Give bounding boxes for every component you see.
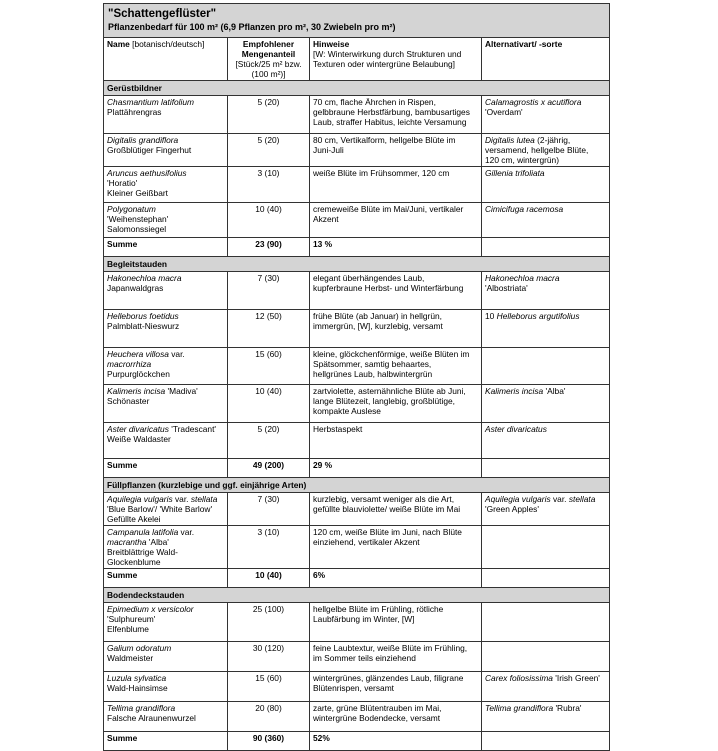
section-title: Gerüstbildner	[104, 81, 610, 96]
alternative-line	[485, 204, 606, 214]
alternative-cell	[482, 642, 610, 672]
botanical-name: Epimedium x versicolor	[107, 604, 194, 614]
sum-row	[104, 732, 610, 751]
alternative-text: versamend, hellgelbe Blüte,	[485, 145, 589, 155]
plant-name-cell	[104, 702, 228, 732]
title-cell	[104, 4, 610, 38]
plant-row	[104, 167, 610, 203]
common-name: Weiße Waldaster	[107, 434, 171, 444]
plant-name-line	[107, 514, 224, 524]
sum-empty	[482, 569, 610, 588]
alternative-line	[485, 386, 606, 396]
header-amount	[228, 38, 310, 81]
botanical-name: Aquilegia vulgaris	[107, 494, 173, 504]
common-name: Gefüllte Akelei	[107, 514, 161, 524]
amount-cell: 7 (30)	[228, 493, 310, 526]
common-name: Salomonssiegel	[107, 224, 167, 234]
sum-empty	[482, 732, 610, 751]
amount-cell: 3 (10)	[228, 526, 310, 569]
alternative-cell	[482, 702, 610, 732]
notes-cell	[310, 603, 482, 642]
amount-cell: 7 (30)	[228, 272, 310, 310]
plant-name-cell	[104, 96, 228, 134]
header-name-title: Name	[107, 39, 130, 49]
plant-name-line	[107, 386, 224, 396]
plant-name-cell	[104, 672, 228, 702]
plant-name-line	[107, 204, 224, 214]
alternative-text: 'Irish Green'	[552, 673, 600, 683]
plant-row	[104, 642, 610, 672]
plant-name-line	[107, 683, 224, 693]
section-header-row	[104, 478, 610, 493]
plant-name-line	[107, 557, 224, 567]
plant-row	[104, 96, 610, 134]
alternative-cell	[482, 385, 610, 423]
alternative-cell	[482, 603, 610, 642]
plant-name-cell	[104, 203, 228, 238]
alternative-botanical: Carex foliosissima	[485, 673, 553, 683]
alternative-line	[485, 107, 606, 117]
plant-name-line	[107, 673, 224, 683]
plant-row	[104, 603, 610, 642]
botanical-name: Helleborus foetidus	[107, 311, 179, 321]
notes-cell	[310, 642, 482, 672]
plant-name-line	[107, 504, 224, 514]
plant-list-document	[103, 3, 609, 751]
plant-row	[104, 272, 610, 310]
notes-line: hellgrünes Laub, halbwintergrün	[313, 369, 433, 379]
notes-line: kurzlebig, versamt weniger als die Art,	[313, 494, 455, 504]
notes-cell	[310, 310, 482, 348]
plant-name-line	[107, 349, 224, 359]
alternative-line	[485, 424, 606, 434]
plant-row	[104, 203, 610, 238]
notes-cell	[310, 348, 482, 385]
alternative-botanical: Kalimeris incisa	[485, 386, 544, 396]
sum-amount: 23 (90)	[228, 238, 310, 257]
notes-line: wintergrünes, glänzendes Laub, filigrane	[313, 673, 464, 683]
alternative-botanical: Calamagrostis x acutiflora	[485, 97, 582, 107]
plant-name-line	[107, 614, 224, 624]
alternative-cell	[482, 348, 610, 385]
section-header-row	[104, 588, 610, 603]
notes-line: Akzent	[313, 214, 339, 224]
alternative-line	[485, 273, 606, 283]
notes-line: 70 cm, flache Ährchen in Rispen,	[313, 97, 436, 107]
header-amount-line2: Mengenanteil	[241, 49, 296, 59]
common-name: Palmblatt-Nieswurz	[107, 321, 180, 331]
section-header-row	[104, 81, 610, 96]
plant-name-line	[107, 359, 224, 369]
alternative-line	[485, 283, 606, 293]
botanical-name: stellata	[190, 494, 218, 504]
botanical-name: Aster divaricatus	[107, 424, 169, 434]
alternative-text: 'Green Apples'	[485, 504, 539, 514]
sum-row	[104, 569, 610, 588]
alternative-botanical: Cimicifuga racemosa	[485, 204, 564, 214]
alternative-line	[485, 155, 606, 165]
section-title: Bodendeckstauden	[104, 588, 610, 603]
notes-line: 80 cm, Vertikalform, hellgelbe Blüte im	[313, 135, 456, 145]
sum-label: Summe	[104, 238, 228, 257]
common-name: Falsche Alraunenwurzel	[107, 713, 196, 723]
plant-name-line	[107, 214, 224, 224]
alternative-cell	[482, 310, 610, 348]
plant-name-line	[107, 434, 224, 444]
notes-line: gelbbraune Herbstfärbung, bambusartiges	[313, 107, 470, 117]
alternative-line	[485, 494, 606, 504]
amount-cell: 3 (10)	[228, 167, 310, 203]
notes-cell	[310, 672, 482, 702]
sum-amount: 90 (360)	[228, 732, 310, 751]
common-name: Kleiner Geißbart	[107, 188, 168, 198]
notes-line: im Sommer teils einziehend	[313, 653, 416, 663]
header-alternative-title: Alternativart/ -sorte	[485, 39, 563, 49]
amount-cell: 5 (20)	[228, 423, 310, 459]
plant-name-cell	[104, 493, 228, 526]
header-notes-line1: Hinweise	[313, 39, 350, 49]
common-name: Plattährengras	[107, 107, 162, 117]
notes-cell	[310, 272, 482, 310]
sum-amount: 49 (200)	[228, 459, 310, 478]
common-name: 'Blue Barlow'/ 'White Barlow'	[107, 504, 213, 514]
alternative-botanical: Aquilegia vulgaris	[485, 494, 551, 504]
common-name: Großblütiger Fingerhut	[107, 145, 192, 155]
header-name-sub: [botanisch/deutsch]	[129, 39, 205, 49]
plant-name-line	[107, 188, 224, 198]
notes-line: elegant überhängendes Laub,	[313, 273, 425, 283]
document-subtitle: Pflanzenbedarf für 100 m² (6,9 Pflanzen pro m², 30 Zwiebeln pro m²)	[108, 22, 396, 32]
header-notes-line2: [W: Winterwirkung durch Strukturen und	[313, 49, 462, 59]
alternative-cell	[482, 526, 610, 569]
common-name: Japanwaldgras	[107, 283, 164, 293]
plant-name-cell	[104, 642, 228, 672]
common-name: 'Sulphureum'	[107, 614, 156, 624]
section-title: Begleitstauden	[104, 257, 610, 272]
sum-percent: 13 %	[310, 238, 482, 257]
sum-label: Summe	[104, 732, 228, 751]
notes-line: einziehend, vertikaler Akzent	[313, 537, 420, 547]
document-title: "Schattengeflüster"	[108, 8, 217, 20]
header-notes	[310, 38, 482, 81]
alternative-text: 'Overdam'	[485, 107, 523, 117]
plant-name-cell	[104, 167, 228, 203]
plant-name-line	[107, 424, 224, 434]
plant-table-body	[104, 81, 610, 751]
common-name: Glockenblume	[107, 557, 161, 567]
common-name: Schönaster	[107, 396, 150, 406]
plant-name-line	[107, 178, 224, 188]
amount-cell: 30 (120)	[228, 642, 310, 672]
plant-name-line	[107, 537, 224, 547]
header-name	[104, 38, 228, 81]
amount-cell: 20 (80)	[228, 702, 310, 732]
alternative-cell	[482, 493, 610, 526]
plant-name-line	[107, 145, 224, 155]
notes-line: Laubfärbung im Winter, [W]	[313, 614, 415, 624]
plant-name-line	[107, 224, 224, 234]
plant-row	[104, 385, 610, 423]
plant-name-line	[107, 97, 224, 107]
botanical-name: Hakonechloa macra	[107, 273, 182, 283]
plant-name-line	[107, 396, 224, 406]
name-suffix: 'Alba'	[146, 537, 169, 547]
plant-row	[104, 134, 610, 167]
plant-row	[104, 310, 610, 348]
alternative-cell	[482, 134, 610, 167]
sum-label: Summe	[104, 459, 228, 478]
alternative-line	[485, 673, 606, 683]
alternative-cell	[482, 203, 610, 238]
plant-row	[104, 672, 610, 702]
header-notes-line3: Texturen oder wintergrüne Belaubung]	[313, 59, 456, 69]
plant-name-line	[107, 653, 224, 663]
botanical-name: macrantha	[107, 537, 147, 547]
header-alternative	[482, 38, 610, 81]
common-name: Wald-Hainsimse	[107, 683, 168, 693]
alternative-cell	[482, 672, 610, 702]
notes-line: immergrün, [W], kurzlebig, versamt	[313, 321, 443, 331]
plant-row	[104, 348, 610, 385]
name-suffix: var.	[168, 349, 185, 359]
name-suffix: 'Tradescant'	[168, 424, 217, 434]
alternative-cell	[482, 167, 610, 203]
alternative-text: (2-jährig,	[534, 135, 571, 145]
alternative-line	[485, 703, 606, 713]
alternative-text: 'Rubra'	[553, 703, 582, 713]
notes-cell	[310, 526, 482, 569]
notes-line: gefüllte blauviolette/ weiße Blüte im Mai	[313, 504, 461, 514]
plant-name-line	[107, 168, 224, 178]
title-row	[104, 4, 610, 38]
common-name: 'Horatio'	[107, 178, 138, 188]
plant-row	[104, 493, 610, 526]
notes-cell	[310, 167, 482, 203]
plant-name-line	[107, 107, 224, 117]
alternative-text: 'Alba'	[543, 386, 566, 396]
notes-line: hellgelbe Blüte im Frühling, rötliche	[313, 604, 444, 614]
section-title: Füllpflanzen (kurzlebige und ggf. einjährige Arten)	[104, 478, 610, 493]
header-amount-line3: [Stück/25 m² bzw.	[235, 59, 302, 69]
alternative-botanical: Aster divaricatus	[485, 424, 547, 434]
header-amount-line4: (100 m²)]	[251, 69, 286, 79]
plant-name-line	[107, 713, 224, 723]
plant-name-line	[107, 135, 224, 145]
notes-line: kupferbraune Herbst- und Winterfärbung	[313, 283, 464, 293]
botanical-name: Kalimeris incisa	[107, 386, 166, 396]
notes-line: lange Blütezeit, langlebig, großblütige,	[313, 396, 456, 406]
plant-row	[104, 423, 610, 459]
plant-name-line	[107, 624, 224, 634]
common-name: Elfenblume	[107, 624, 149, 634]
notes-cell	[310, 702, 482, 732]
sum-percent: 29 %	[310, 459, 482, 478]
alternative-cell	[482, 423, 610, 459]
alternative-botanical: Hakonechloa macra	[485, 273, 560, 283]
common-name: Waldmeister	[107, 653, 154, 663]
alternative-text: 10	[485, 311, 497, 321]
botanical-name: Heuchera villosa	[107, 349, 169, 359]
notes-line: weiße Blüte im Frühsommer, 120 cm	[313, 168, 450, 178]
sum-row	[104, 238, 610, 257]
notes-line: 120 cm, weiße Blüte im Juni, nach Blüte	[313, 527, 462, 537]
plant-name-line	[107, 527, 224, 537]
notes-cell	[310, 423, 482, 459]
notes-line: Laub, straffer Habitus, leichte Versamung	[313, 117, 467, 127]
alternative-text: 'Albostriata'	[485, 283, 528, 293]
notes-line: zartviolette, asternähnliche Blüte ab Juni,	[313, 386, 466, 396]
amount-cell: 5 (20)	[228, 134, 310, 167]
alternative-botanical: Tellima grandiflora	[485, 703, 554, 713]
plant-name-line	[107, 311, 224, 321]
notes-cell	[310, 493, 482, 526]
notes-line: Juni-Juli	[313, 145, 344, 155]
amount-cell: 15 (60)	[228, 672, 310, 702]
alternative-line	[485, 97, 606, 107]
amount-cell: 5 (20)	[228, 96, 310, 134]
botanical-name: Luzula sylvatica	[107, 673, 167, 683]
plant-name-line	[107, 321, 224, 331]
alternative-botanical: Gillenia trifoliata	[485, 168, 545, 178]
plant-name-line	[107, 273, 224, 283]
notes-cell	[310, 96, 482, 134]
notes-line: zarte, grüne Blütentrauben im Mai,	[313, 703, 442, 713]
plant-table	[103, 3, 610, 751]
botanical-name: Tellima grandiflora	[107, 703, 176, 713]
notes-line: Spätsommer, samtig behaartes,	[313, 359, 432, 369]
plant-name-cell	[104, 423, 228, 459]
botanical-name: Chasmantium latifolium	[107, 97, 195, 107]
name-suffix: var.	[178, 527, 195, 537]
plant-name-cell	[104, 385, 228, 423]
sum-row	[104, 459, 610, 478]
botanical-name: Galium odoratum	[107, 643, 172, 653]
plant-name-cell	[104, 310, 228, 348]
notes-line: cremeweiße Blüte im Mai/Juni, vertikaler	[313, 204, 464, 214]
name-suffix: 'Madiva'	[165, 386, 198, 396]
notes-line: Herbstaspekt	[313, 424, 363, 434]
plant-name-line	[107, 369, 224, 379]
notes-line: kleine, glöckchenförmige, weiße Blüten im	[313, 349, 470, 359]
notes-cell	[310, 385, 482, 423]
notes-line: Blütenrispen, versamt	[313, 683, 394, 693]
amount-cell: 25 (100)	[228, 603, 310, 642]
amount-cell: 12 (50)	[228, 310, 310, 348]
alternative-line	[485, 311, 606, 321]
amount-cell: 15 (60)	[228, 348, 310, 385]
botanical-name: Polygonatum	[107, 204, 156, 214]
plant-name-line	[107, 494, 224, 504]
amount-cell: 10 (40)	[228, 203, 310, 238]
notes-line: kompakte Auslese	[313, 406, 381, 416]
sum-amount: 10 (40)	[228, 569, 310, 588]
alternative-cell	[482, 272, 610, 310]
sum-empty	[482, 459, 610, 478]
notes-cell	[310, 134, 482, 167]
amount-cell: 10 (40)	[228, 385, 310, 423]
alternative-line	[485, 135, 606, 145]
notes-cell	[310, 203, 482, 238]
header-amount-line1: Empfohlener	[242, 39, 295, 49]
alternative-botanical: Helleborus argutifolius	[496, 311, 580, 321]
botanical-name: macrorrhiza	[107, 359, 152, 369]
alternative-botanical: Digitalis lutea	[485, 135, 535, 145]
sum-label: Summe	[104, 569, 228, 588]
alternative-botanical: stellata	[568, 494, 596, 504]
common-name: Breitblättrige Wald-	[107, 547, 178, 557]
plant-name-cell	[104, 134, 228, 167]
alternative-line	[485, 168, 606, 178]
botanical-name: Aruncus aethusifolius	[107, 168, 187, 178]
notes-line: frühe Blüte (ab Januar) in hellgrün,	[313, 311, 442, 321]
plant-name-line	[107, 547, 224, 557]
botanical-name: Campanula latifolia	[107, 527, 179, 537]
common-name: Purpurglöckchen	[107, 369, 170, 379]
plant-name-line	[107, 283, 224, 293]
plant-row	[104, 702, 610, 732]
alternative-cell	[482, 96, 610, 134]
plant-name-line	[107, 703, 224, 713]
notes-line: wintergrüne Bodendecke, versamt	[313, 713, 441, 723]
alternative-line	[485, 145, 606, 155]
sum-empty	[482, 238, 610, 257]
section-header-row	[104, 257, 610, 272]
plant-name-line	[107, 643, 224, 653]
notes-line: feine Laubtextur, weiße Blüte im Frühling,	[313, 643, 468, 653]
sum-percent: 6%	[310, 569, 482, 588]
plant-name-line	[107, 604, 224, 614]
plant-row	[104, 526, 610, 569]
alternative-text: var.	[550, 494, 569, 504]
plant-name-cell	[104, 272, 228, 310]
botanical-name: Digitalis grandiflora	[107, 135, 179, 145]
header-row	[104, 38, 610, 81]
plant-name-cell	[104, 348, 228, 385]
name-suffix: var.	[172, 494, 191, 504]
plant-name-cell	[104, 603, 228, 642]
plant-name-cell	[104, 526, 228, 569]
common-name: 'Weihenstephan'	[107, 214, 169, 224]
alternative-text: 120 cm, wintergrün)	[485, 155, 560, 165]
alternative-line	[485, 504, 606, 514]
sum-percent: 52%	[310, 732, 482, 751]
